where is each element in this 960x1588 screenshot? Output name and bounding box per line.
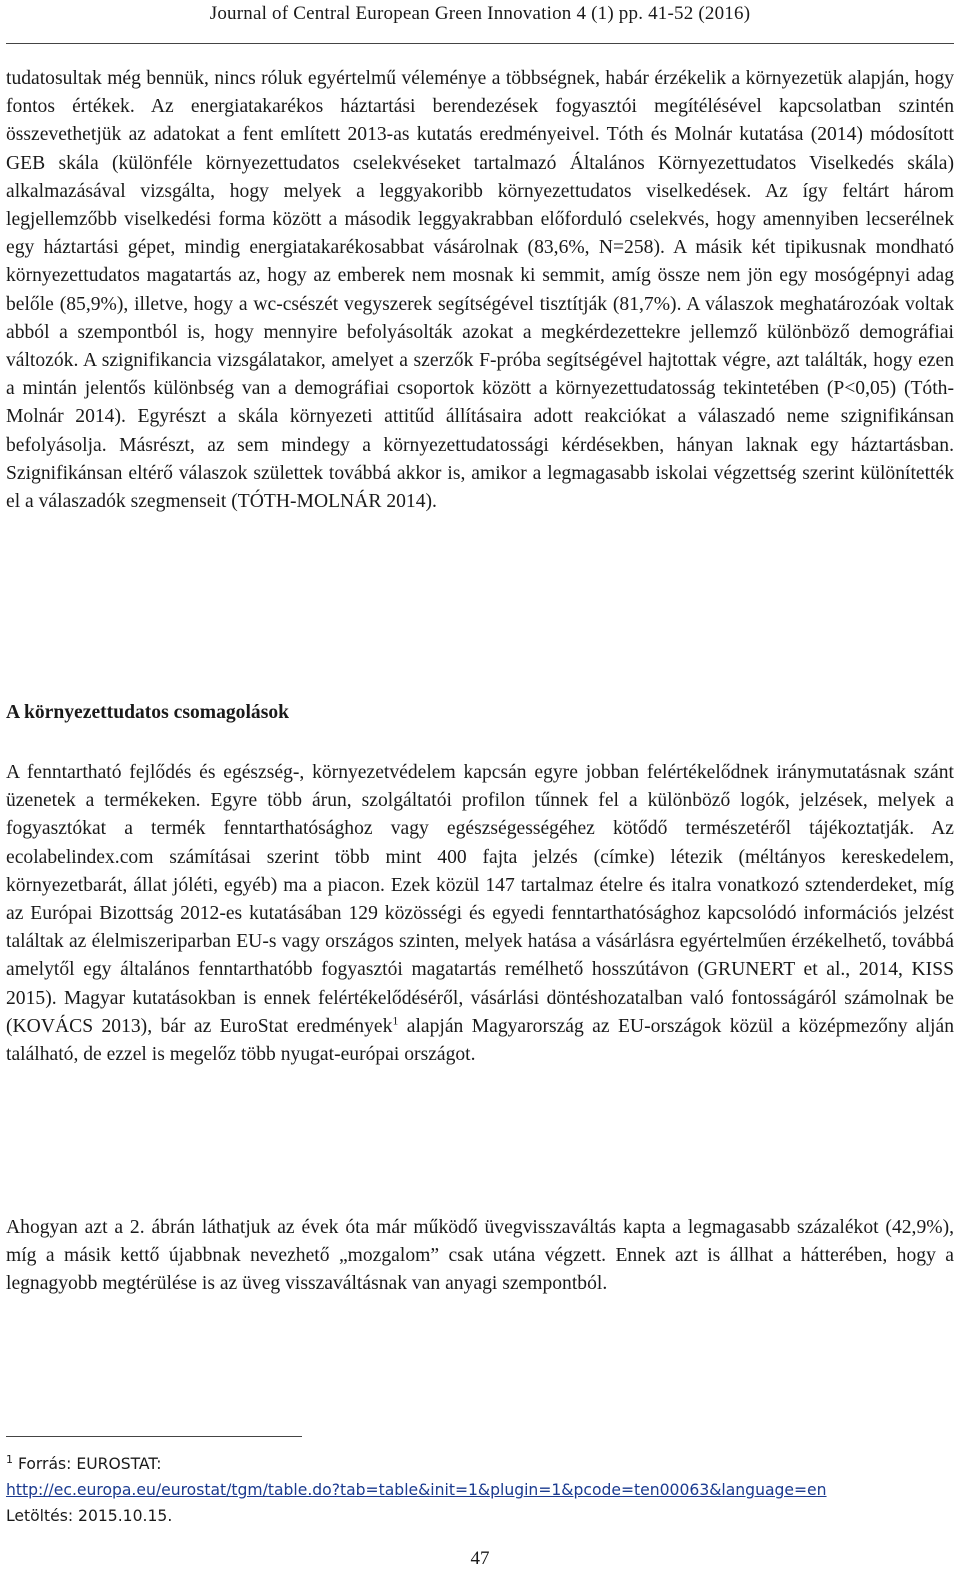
page-number: 47: [470, 1548, 490, 1569]
paragraph-glass-return: Ahogyan azt a 2. ábrán láthatjuk az évek óta már működő üvegvisszaváltás kapta a legmagasabb százalékot (42,9%), míg a másik kettő újabbnak nevezhető „mozgalom” csak utána végzett. Ennek azt is állhat a hátterében, hogy a legnagyobb megtérülése is az üveg visszaváltásnak van anyagi szempontból.: [6, 1217, 954, 1295]
paragraph-eco-labels-text-1: A fenntartható fejlődés és egészség-, környezetvédelem kapcsán egyre jobban felértékelődnek iránymutatásnak szánt üzenetek a termékeken. Egyre több árun, szolgáltatói profilon tűnnek fel a különböző logók, jelzések, melyek a fogyasztókat a termék fenntarthatósághoz vagy egészségességéhez kötődő természetéről tájékoztatják. Az ecolabelindex.com számításai szerint több mint 400 fajta jelzés (címke) létezik (méltányos kereskedelem, környezetbarát, állat jóléti, egyéb) ma a piacon. Ezek közül 147 tartalmaz ételre és italra vonatkozó sztenderdeket, míg az Európai Bizottság 2012-es kutatásában 129 közösségi és egyedi fenntarthatósághoz kapcsolódó információs jelzést találtak az élelmiszeriparban EU-s vagy országos szinten, melyek hatása a vásárlásra egyértelműen érzékelhető, továbbá amelytől egy általános fenntarthatóbb fogyasztói magatartás remélhető hosszútávon (GRUNERT et al., 2014, KISS 2015). Magyar kutatásokban is ennek felértékelődéséről, vásárlási döntéshozatalban való fontosságáról számolnak be (KOVÁCS 2013), bár az EuroStat eredmények: [6, 762, 954, 1037]
footnote-source-line: [6, 1451, 954, 1477]
footnote-mark: 1: [6, 1452, 13, 1466]
header-divider: [6, 43, 954, 44]
paragraph-environmental-behaviour: tudatosultak még bennük, nincs róluk egyértelmű véleménye a többségnek, habár érzékelik a környezetük alapján, hogy fontos értékek. Az energiatakarékos háztartási berendezések fogyasztói megítélésével kapcsolatban szintén összevethetjük az adatokat a fent említett 2013-as kutatás eredményeivel. Tóth és Molnár kutatása (2014) módosított GEB skála (különféle környezettudatos cselekvéseket tartalmazó Általános Környezettudatos Viselkedés skála) alkalmazásával vizsgálta, hogy melyek a leggyakoribb környezettudatos viselkedések. Az így feltárt három legjellemzőbb viselkedési forma között a második leggyakrabban előforduló cselekvés, hogy amennyiben lecserélnek egy háztartási gépet, mindig energiatakarékosabbat vásárolnak (83,6%, N=258). A másik két tipikusnak mondható környezettudatos magatartás az, hogy az emberek nem mosnak ki semmit, amíg össze nem jön egy mosógépnyi adag belőle (85,9%), illetve, hogy a wc-csészét vegyszerek segítségével tisztítják (81,7%). A válaszok meghatározóak voltak abból a szempontból is, hogy mennyire befolyásolták azokat a megkérdezettekre jellemző különböző demográfiai változók. A szignifikancia vizsgálatakor, amelyet a szerzők F-próba segítségével hajtottak végre, azt találták, hogy ezen a mintán jelentős különbség van a demográfiai csoportok között a környezettudatosság tekintetében (P<0,05) (Tóth-Molnár 2014). Egyrészt a skála környezeti attitűd állításaira adott reakciókat a válaszadó neme szignifikánsan befolyásolja. Másrészt, az sem mindegy a környezettudatossági kérdésekben, hányan laknak egy háztartásban. Szignifikánsan eltérő válaszok születtek továbbá akkor is, amikor a legmagasabb iskolai végzettség szerint különítették el a válaszadók szegmenseit (TÓTH-MOLNÁR 2014).: [6, 68, 954, 513]
running-header: Journal of Central European Green Innovation 4 (1) pp. 41-52 (2016): [209, 3, 751, 24]
paragraph-eco-labels: [6, 759, 954, 1069]
footnote-reference[interactable]: 1: [392, 1013, 399, 1028]
section-title: A környezettudatos csomagolások: [6, 702, 290, 723]
eurostat-link[interactable]: http://ec.europa.eu/eurostat/tgm/table.do?tab=table&init=1&plugin=1&pcode=ten00063&language=en: [6, 1481, 827, 1499]
footnote: [6, 1451, 954, 1529]
footnote-link-line: [6, 1477, 954, 1503]
paragraph-eco-labels-text-2: alapján Magyarország az EU-országok közül a középmezőny alján található, de ezzel is megelőz több nyugat-európai országot.: [6, 1015, 954, 1066]
footnote-divider: [6, 1436, 302, 1437]
footnote-accessed-date: Letöltés: 2015.10.15.: [6, 1507, 173, 1525]
footnote-source-label: Forrás: EUROSTAT:: [13, 1455, 162, 1473]
